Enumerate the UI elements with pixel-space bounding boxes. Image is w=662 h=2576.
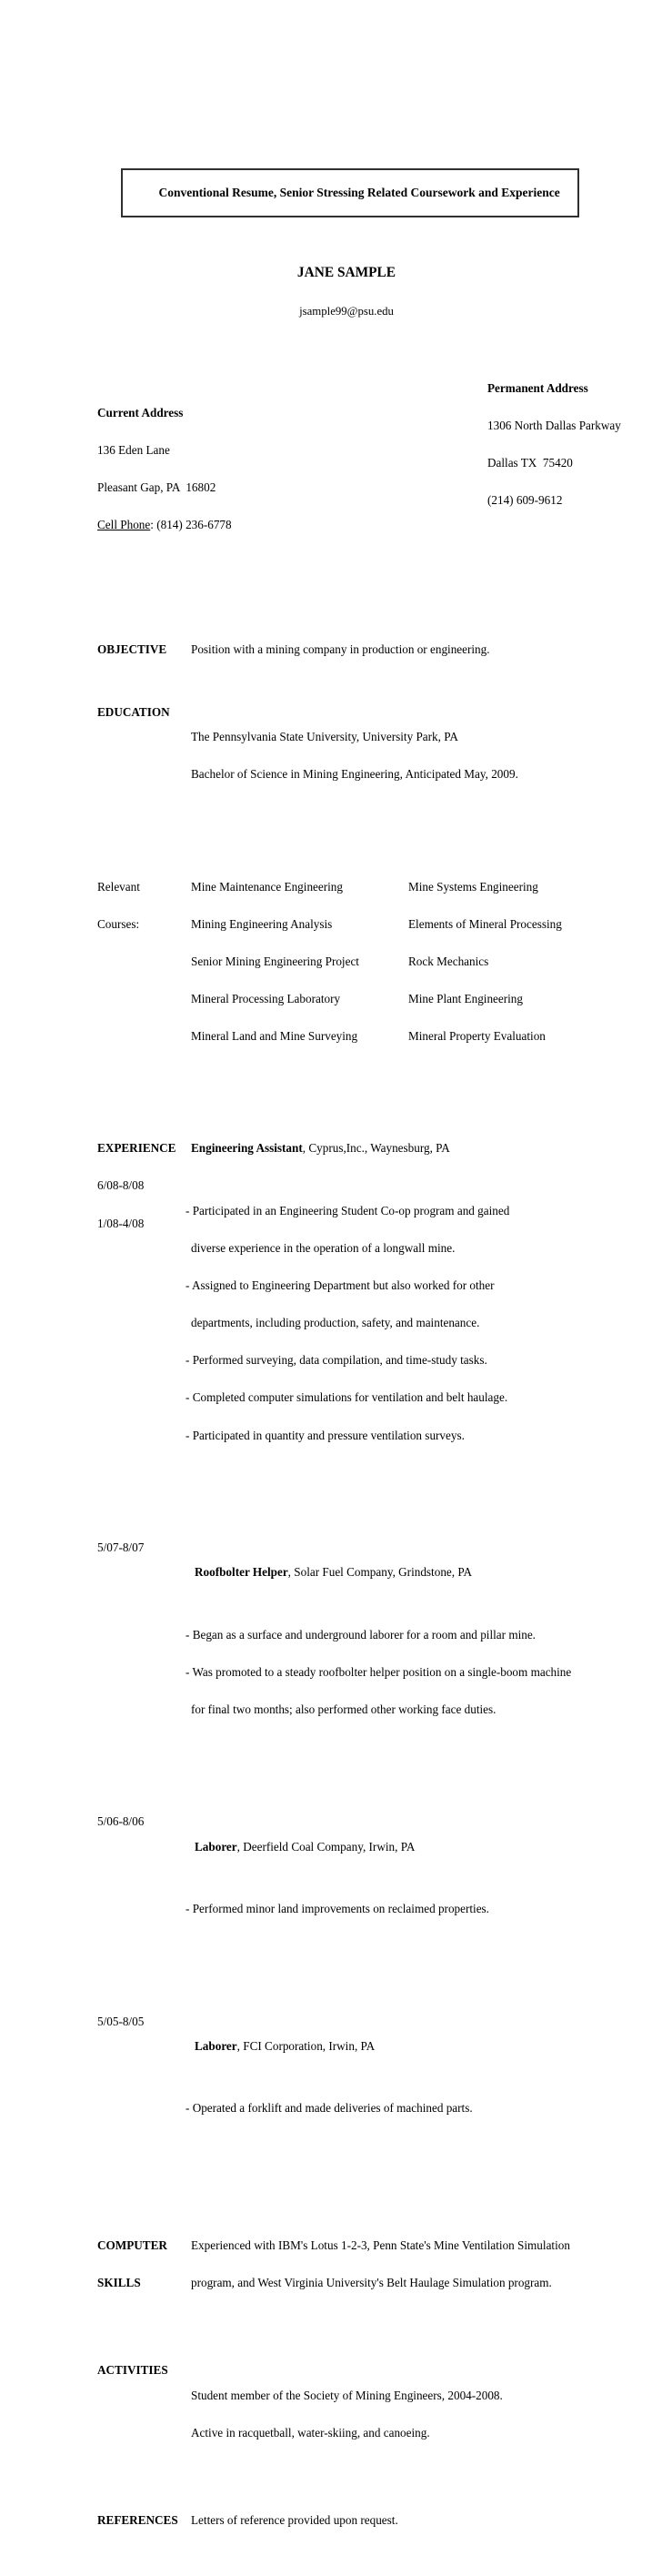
section-experience-job-3 [97, 1815, 596, 1965]
bullet-line: diverse experience in the operation of a longwall mine. [191, 1241, 456, 1255]
job-dates: 5/06-8/06 [97, 1814, 145, 1829]
job-company: , Solar Fuel Company, Grindstone, PA [287, 1565, 473, 1580]
computer-skills-line: Experienced with IBM's Lotus 1-2-3, Penn State's Mine Ventilation Simulation [191, 2238, 570, 2253]
bullet-line: - Was promoted to a steady roofbolter helper position on a single-boom machine [186, 1664, 572, 1679]
section-relevant-courses [97, 855, 596, 1067]
job-title-line [191, 1142, 596, 1155]
section-experience-job-2 [97, 1541, 596, 1766]
computer-skills-text [191, 2215, 596, 2315]
job-company: , Cyprus,Inc., Waynesburg, PA [302, 1141, 450, 1156]
current-address-heading: Current Address [97, 405, 184, 419]
current-address-line: Pleasant Gap, PA 16802 [97, 480, 216, 495]
job-details [186, 2015, 596, 2165]
job-details [186, 1541, 596, 1766]
activities-line: Student member of the Society of Mining Engineers, 2004-2008. [191, 2388, 503, 2402]
course-item: Mineral Land and Mine Surveying [191, 1029, 358, 1044]
section-education [97, 706, 596, 806]
experience-label: EXPERIENCE [97, 1141, 176, 1156]
section-experience-job-1 [97, 1117, 596, 1491]
section-objective [97, 643, 596, 656]
course-item: Mineral Property Evaluation [408, 1029, 546, 1044]
current-address-line: 136 Eden Lane [97, 443, 170, 458]
activities-line: Active in racquetball, water-skiing, and canoeing. [191, 2425, 430, 2440]
permanent-address-line: 1306 North Dallas Parkway [487, 418, 621, 432]
job-title: Laborer [195, 1839, 237, 1854]
course-item: Senior Mining Engineering Project [191, 954, 359, 968]
course-item: Mine Maintenance Engineering [191, 879, 343, 894]
computer-skills-label [97, 2215, 191, 2315]
courses-column-2 [408, 855, 596, 1067]
bullet-line: - Operated a forklift and made deliveries of machined parts. [186, 2101, 473, 2116]
job-bullets [186, 1603, 596, 1741]
courses-label-line: Relevant [97, 879, 140, 894]
bullet-line: departments, including production, safety, and maintenance. [191, 1316, 480, 1330]
bullet-line: - Began as a surface and underground laborer for a room and pillar mine. [186, 1627, 536, 1642]
courses-label [97, 855, 191, 1067]
bullet-line: - Assigned to Engineering Department but also worked for other [186, 1278, 495, 1293]
job-title: Roofbolter Helper [195, 1565, 288, 1580]
permanent-address [487, 357, 642, 531]
job-title-line [191, 1841, 596, 1854]
cell-phone-label: Cell Phone [97, 518, 151, 532]
course-item: Mineral Processing Laboratory [191, 991, 341, 1005]
section-activities [97, 2364, 596, 2464]
job-dates: 5/05-8/05 [97, 2014, 145, 2028]
computer-skills-label-line: COMPUTER [97, 2238, 167, 2253]
permanent-address-heading: Permanent Address [487, 380, 588, 395]
bullet-line: - Performed surveying, data compilation, and time-study tasks. [186, 1353, 487, 1368]
job-bullets [186, 1179, 596, 1466]
computer-skills-line: program, and West Virginia University's Belt Haulage Simulation program. [191, 2276, 552, 2290]
section-references [97, 2514, 596, 2527]
course-item: Mining Engineering Analysis [191, 916, 333, 931]
job-title: Laborer [195, 2038, 237, 2053]
candidate-name: JANE SAMPLE [296, 264, 396, 280]
job-details [186, 1815, 596, 1965]
cell-phone-number: : (814) 236-6778 [150, 518, 232, 532]
job-dates: 5/07-8/07 [97, 1540, 145, 1554]
job-bullets [186, 2077, 596, 2140]
bullet-line: - Performed minor land improvements on reclaimed properties. [186, 1902, 489, 1916]
job-bullets [186, 1878, 596, 1941]
banner-text: Conventional Resume, Senior Stressing Related Coursework and Experience [158, 185, 560, 199]
computer-skills-label-line: SKILLS [97, 2276, 141, 2290]
education-label: EDUCATION [97, 704, 170, 719]
objective-text: Position with a mining company in production or engineering. [191, 642, 490, 657]
address-block [97, 357, 621, 593]
activities-text [191, 2364, 596, 2464]
job-dates: 6/08-8/08 [97, 1178, 145, 1193]
education-text [191, 706, 596, 806]
permanent-address-phone: (214) 609-9612 [487, 492, 563, 507]
objective-label: OBJECTIVE [97, 642, 167, 657]
bullet-line: - Participated in an Engineering Student Co-op program and gained [186, 1203, 510, 1217]
courses-column-1 [191, 855, 408, 1067]
course-item: Rock Mechanics [408, 954, 489, 968]
references-label: REFERENCES [97, 2512, 178, 2527]
section-experience-job-4 [97, 2015, 596, 2165]
job-title-line [191, 1566, 596, 1579]
job-title-line [191, 2040, 596, 2053]
courses-label-line: Courses: [97, 916, 140, 931]
job-company: , Deerfield Coal Company, Irwin, PA [236, 1839, 416, 1854]
section-computer-skills [97, 2215, 596, 2315]
resume-content [0, 25, 662, 2563]
permanent-address-line: Dallas TX 75420 [487, 455, 573, 470]
education-line: The Pennsylvania State University, University Park, PA [191, 730, 458, 744]
bullet-line: for final two months; also performed other working face duties. [191, 1702, 496, 1716]
course-item: Mine Plant Engineering [408, 991, 523, 1005]
experience-label-and-dates [97, 1117, 191, 1491]
references-text: Letters of reference provided upon request. [191, 2512, 398, 2527]
job-company: , FCI Corporation, Irwin, PA [236, 2038, 376, 2053]
job-dates: 1/08-4/08 [97, 1216, 145, 1230]
job-title: Engineering Assistant [191, 1141, 303, 1156]
course-item: Elements of Mineral Processing [408, 916, 562, 931]
courses-columns [191, 855, 596, 1067]
activities-label: ACTIVITIES [97, 2363, 168, 2378]
bullet-line: - Completed computer simulations for ventilation and belt haulage. [186, 1390, 508, 1405]
course-item: Mine Systems Engineering [408, 879, 538, 894]
bullet-line: - Participated in quantity and pressure ventilation surveys. [186, 1428, 465, 1442]
candidate-email: jsample99@psu.edu [299, 305, 394, 318]
job-details [186, 1117, 596, 1491]
resume-type-banner [121, 168, 579, 217]
education-line: Bachelor of Science in Mining Engineering, Anticipated May, 2009. [191, 767, 518, 782]
